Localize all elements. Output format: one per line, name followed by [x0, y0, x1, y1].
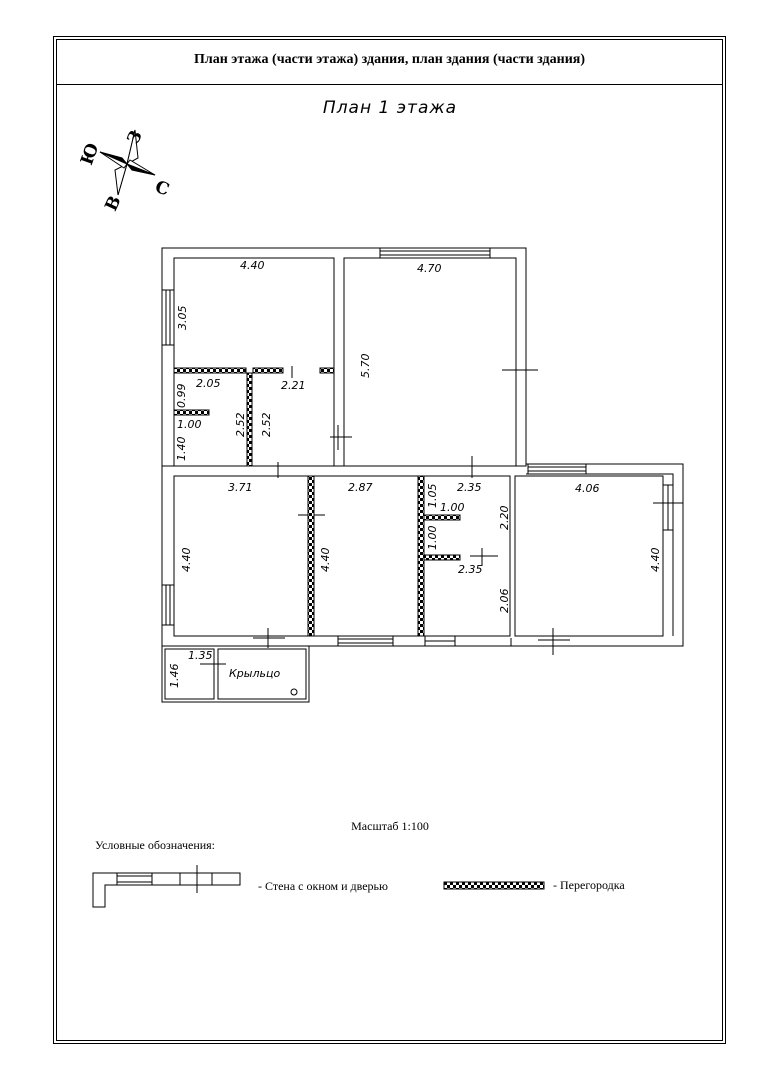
dim-r6-c: 1.00: [426, 525, 439, 550]
dim-r5-h: 4.40: [319, 547, 332, 572]
dim-r6-b: 1.00: [440, 501, 465, 514]
dim-porch-w: 1.35: [188, 649, 213, 662]
dim-r7-w: 4.06: [575, 482, 600, 495]
dim-r3-b: 2.21: [281, 379, 306, 392]
scale-label: Масштаб 1:100: [351, 819, 429, 833]
document-title: План этажа (части этажа) здания, план здания (части здания): [193, 52, 586, 67]
dim-r3-f: 2.52: [234, 412, 247, 437]
porch-label: Крыльцо: [229, 667, 281, 680]
legend-partition-label: - Перегородка: [553, 878, 625, 892]
compass-rose: [77, 128, 172, 215]
legend-title: Условные обозначения:: [95, 838, 216, 852]
dim-r3-a: 2.05: [196, 377, 221, 390]
dim-r6-e: 2.20: [498, 505, 511, 530]
compass-w: З: [123, 127, 147, 148]
dim-r7-h: 4.40: [649, 547, 662, 572]
dim-r1-w: 4.40: [240, 259, 265, 272]
dim-r4-w: 3.71: [228, 481, 253, 494]
dim-r5-w: 2.87: [348, 481, 373, 494]
dim-r3-e: 1.40: [175, 436, 188, 461]
partitions: [174, 368, 460, 636]
dim-porch-h: 1.46: [168, 663, 181, 688]
dim-r6-d: 2.35: [457, 481, 482, 494]
legend-wall-symbol: [93, 865, 240, 907]
dim-r3-g: 2.52: [260, 412, 273, 437]
dim-r4-h: 4.40: [180, 547, 193, 572]
dim-r6-g: 2.06: [498, 588, 511, 613]
dim-r3-d: 1.00: [177, 418, 202, 431]
legend-wall-label: - Стена с окном и дверью: [258, 879, 388, 893]
dim-r1-h: 3.05: [176, 305, 189, 330]
dim-r6-f: 2.35: [458, 563, 483, 576]
compass-n: С: [152, 177, 172, 201]
compass-s: Ю: [77, 140, 104, 168]
plan-title: План 1 этажа: [322, 98, 458, 118]
dim-r6-a: 1.05: [426, 483, 439, 508]
dim-r2-w: 4.70: [417, 262, 442, 275]
dim-r3-c: 0.99: [175, 383, 188, 408]
legend-partition-symbol: [444, 882, 544, 889]
compass-e: В: [101, 192, 126, 215]
dim-r2-h: 5.70: [359, 353, 372, 378]
